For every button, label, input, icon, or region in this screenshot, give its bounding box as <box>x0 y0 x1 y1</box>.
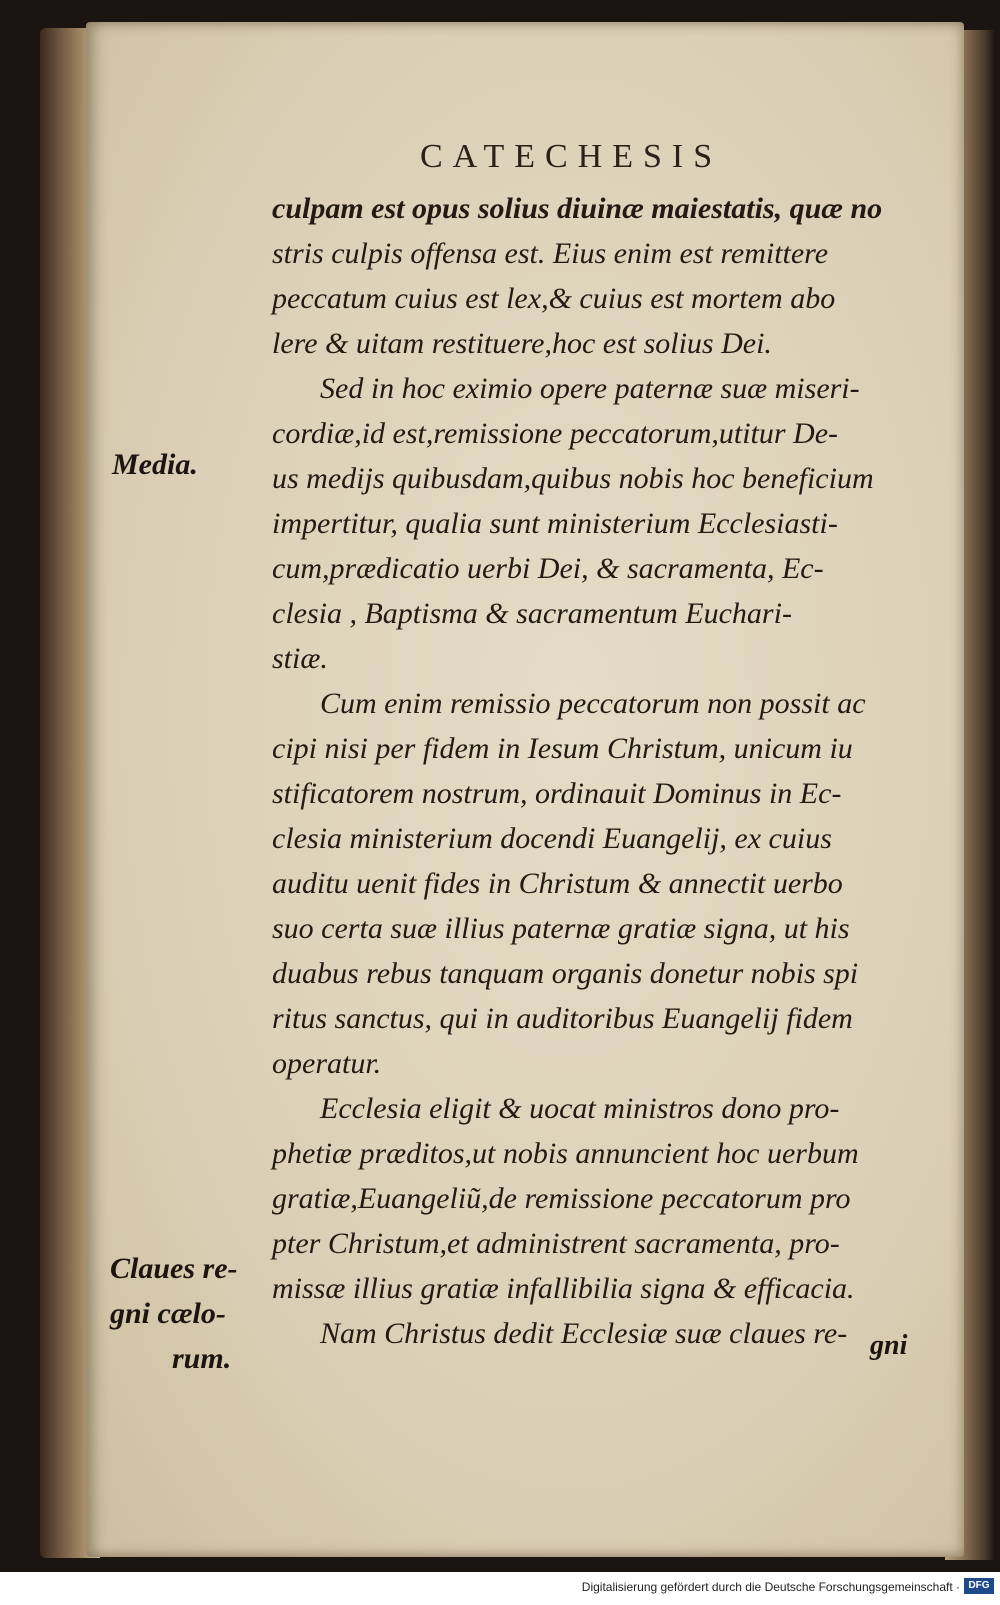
text-line: stificatorem nostrum, ordinauit Dominus in Ec- <box>272 777 842 810</box>
text-line: Ecclesia eligit & uocat ministros dono pro- <box>320 1092 840 1125</box>
margin-note-claues-2: gni cælo- <box>110 1297 226 1330</box>
text-line: cum,prædicatio uerbi Dei, & sacramenta, Ec- <box>272 552 824 585</box>
text-line: Nam Christus dedit Ecclesiæ suæ claues re- <box>320 1317 848 1350</box>
text-line: duabus rebus tanquam organis donetur nobis spi <box>272 957 859 990</box>
text-line: stiæ. <box>272 642 328 675</box>
text-line: peccatum cuius est lex,& cuius est mortem abo <box>272 282 836 315</box>
running-head: CATECHESIS <box>420 138 723 175</box>
text-line: missæ illius gratiæ infallibilia signa & efficacia. <box>272 1272 855 1305</box>
catchword: gni <box>870 1330 908 1361</box>
text-line: culpam est opus solius diuinæ maiestatis, quæ no <box>272 192 883 225</box>
text-line: Cum enim remissio peccatorum non possit ac <box>320 687 866 720</box>
text-line: auditu uenit fides in Christum & annectit uerbo <box>272 867 843 900</box>
text-line: cipi nisi per fidem in Iesum Christum, unicum iu <box>272 732 853 765</box>
text-line: suo certa suæ illius paternæ gratiæ signa, ut his <box>272 912 850 945</box>
margin-note-claues: Claues re- <box>110 1252 238 1285</box>
text-line: clesia ministerium docendi Euangelij, ex cuius <box>272 822 832 855</box>
dfg-logo-icon: DFG <box>964 1578 994 1594</box>
margin-note-media: Media. <box>112 448 198 481</box>
text-line: us medijs quibusdam,quibus nobis hoc beneficium <box>272 462 874 495</box>
text-line: clesia , Baptisma & sacramentum Euchari- <box>272 597 792 630</box>
text-line: phetiæ præditos,ut nobis annuncient hoc uerbum <box>272 1137 859 1170</box>
funding-credit: Digitalisierung gefördert durch die Deutsche Forschungsgemeinschaft · <box>581 1580 960 1594</box>
text-line: operatur. <box>272 1047 382 1080</box>
text-line: pter Christum,et administrent sacramenta, pro- <box>272 1227 840 1260</box>
text-line: gratiæ,Euangeliũ,de remissione peccatorum pro <box>272 1182 851 1215</box>
text-line: impertitur, qualia sunt ministerium Ecclesiasti- <box>272 507 838 540</box>
text-line: lere & uitam restituere,hoc est solius Dei. <box>272 327 772 360</box>
text-line: Sed in hoc eximio opere paternæ suæ miseri- <box>320 372 860 405</box>
footer-bar <box>0 1572 1000 1605</box>
main-text <box>272 186 932 1356</box>
margin-note-claues-3: rum. <box>172 1342 232 1375</box>
text-line: ritus sanctus, qui in auditoribus Euangelij fidem <box>272 1002 853 1035</box>
text-line: cordiæ,id est,remissione peccatorum,utitur De- <box>272 417 839 450</box>
text-line: stris culpis offensa est. Eius enim est remittere <box>272 237 829 270</box>
